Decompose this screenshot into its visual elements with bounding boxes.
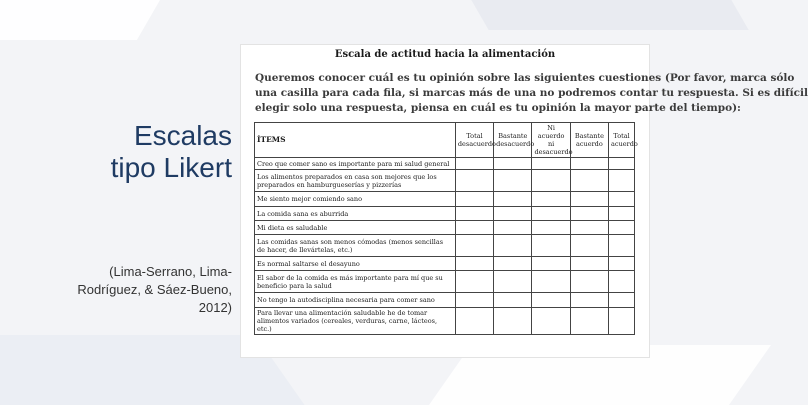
slide-title [12, 120, 232, 184]
items-header: ÍTEMS [255, 123, 456, 158]
table-row [255, 158, 635, 170]
answer-cell [494, 221, 532, 235]
likert-table [254, 122, 638, 335]
option-header: Bastante desacuerdo [494, 123, 532, 158]
answer-cell [455, 235, 493, 257]
answer-cell [609, 271, 635, 293]
table-row [255, 221, 635, 235]
answer-cell [494, 293, 532, 308]
answer-cell [455, 293, 493, 308]
citation [2, 263, 232, 317]
answer-cell [455, 308, 493, 335]
answer-cell [494, 308, 532, 335]
answer-cell [494, 271, 532, 293]
table-row [255, 235, 635, 257]
item-text: Los alimentos preparados en casa son mejores que los preparados en hamburgueserías y pizzerías [255, 170, 456, 192]
slide-title-line: Escalas [133, 120, 232, 151]
answer-cell [532, 235, 570, 257]
answer-cell [570, 271, 608, 293]
option-header: Bastante acuerdo [570, 123, 608, 158]
answer-cell [570, 170, 608, 192]
document-title: Escala de actitud hacia la alimentación [334, 49, 556, 60]
answer-cell [570, 207, 608, 221]
answer-cell [455, 221, 493, 235]
answer-cell [532, 293, 570, 308]
answer-cell [532, 170, 570, 192]
answer-cell [570, 235, 608, 257]
citation-line: (Lima-Serrano, Lima- [109, 264, 232, 279]
answer-cell [609, 293, 635, 308]
answer-cell [609, 308, 635, 335]
table-row [255, 308, 635, 335]
answer-cell [494, 170, 532, 192]
intro-line: elegir solo una respuesta, piensa en cuál es tu opinión la mayor parte del tiempo): [255, 102, 741, 114]
answer-cell [609, 221, 635, 235]
table-row [255, 192, 635, 207]
answer-cell [609, 235, 635, 257]
answer-cell [532, 192, 570, 207]
citation-line: Rodríguez, & Sáez-Bueno, [77, 282, 232, 297]
background-shape [0, 0, 160, 40]
answer-cell [455, 158, 493, 170]
answer-cell [532, 271, 570, 293]
answer-cell [532, 308, 570, 335]
answer-cell [455, 207, 493, 221]
item-text: Me siento mejor comiendo sano [255, 192, 456, 207]
answer-cell [494, 257, 532, 271]
item-text: La comida sana es aburrida [255, 207, 456, 221]
document-intro [255, 71, 808, 116]
answer-cell [609, 158, 635, 170]
answer-cell [570, 257, 608, 271]
table-row [255, 257, 635, 271]
answer-cell [609, 192, 635, 207]
answer-cell [494, 158, 532, 170]
answer-cell [609, 207, 635, 221]
table-row [255, 170, 635, 192]
answer-cell [570, 221, 608, 235]
answer-cell [570, 158, 608, 170]
item-text: No tengo la autodisciplina necesaria para comer sano [255, 293, 456, 308]
table-header-row [255, 123, 635, 158]
answer-cell [570, 308, 608, 335]
item-text: Para llevar una alimentación saludable he de tomar alimentos variados (cereales, verduras, carne, lácteos, etc.) [255, 308, 456, 335]
answer-cell [494, 207, 532, 221]
background-shape [471, 0, 748, 30]
citation-line: 2012) [198, 300, 232, 315]
answer-cell [570, 192, 608, 207]
item-text: Es normal saltarse el desayuno [255, 257, 456, 271]
answer-cell [532, 207, 570, 221]
option-header: Ni acuerdo ni desacuerdo [532, 123, 570, 158]
item-text: Creo que comer sano es importante para mi salud general [255, 158, 456, 170]
answer-cell [455, 257, 493, 271]
answer-cell [494, 192, 532, 207]
item-text: Las comidas sanas son menos cómodas (menos sencillas de hacer, de llevártelas, etc.) [255, 235, 456, 257]
option-header: Total desacuerdo [455, 123, 493, 158]
answer-cell [455, 170, 493, 192]
table-row [255, 271, 635, 293]
answer-cell [609, 170, 635, 192]
answer-cell [609, 257, 635, 271]
slide-title-line: tipo Likert [110, 152, 232, 183]
table-row [255, 207, 635, 221]
item-text: El sabor de la comida es más importante para mí que su beneficio para la salud [255, 271, 456, 293]
option-header: Total acuerdo [609, 123, 635, 158]
item-text: Mi dieta es saludable [255, 221, 456, 235]
answer-cell [494, 235, 532, 257]
answer-cell [455, 192, 493, 207]
intro-line: una casilla para cada fila, si marcas más de una no podremos contar tu respuesta. Si es difícil [255, 87, 808, 99]
scale-document-image [240, 44, 808, 358]
answer-cell [570, 293, 608, 308]
answer-cell [532, 257, 570, 271]
answer-cell [532, 221, 570, 235]
answer-cell [532, 158, 570, 170]
intro-line: Queremos conocer cuál es tu opinión sobre las siguientes cuestiones (Por favor, marca sólo [255, 72, 795, 84]
table-row [255, 293, 635, 308]
answer-cell [455, 271, 493, 293]
